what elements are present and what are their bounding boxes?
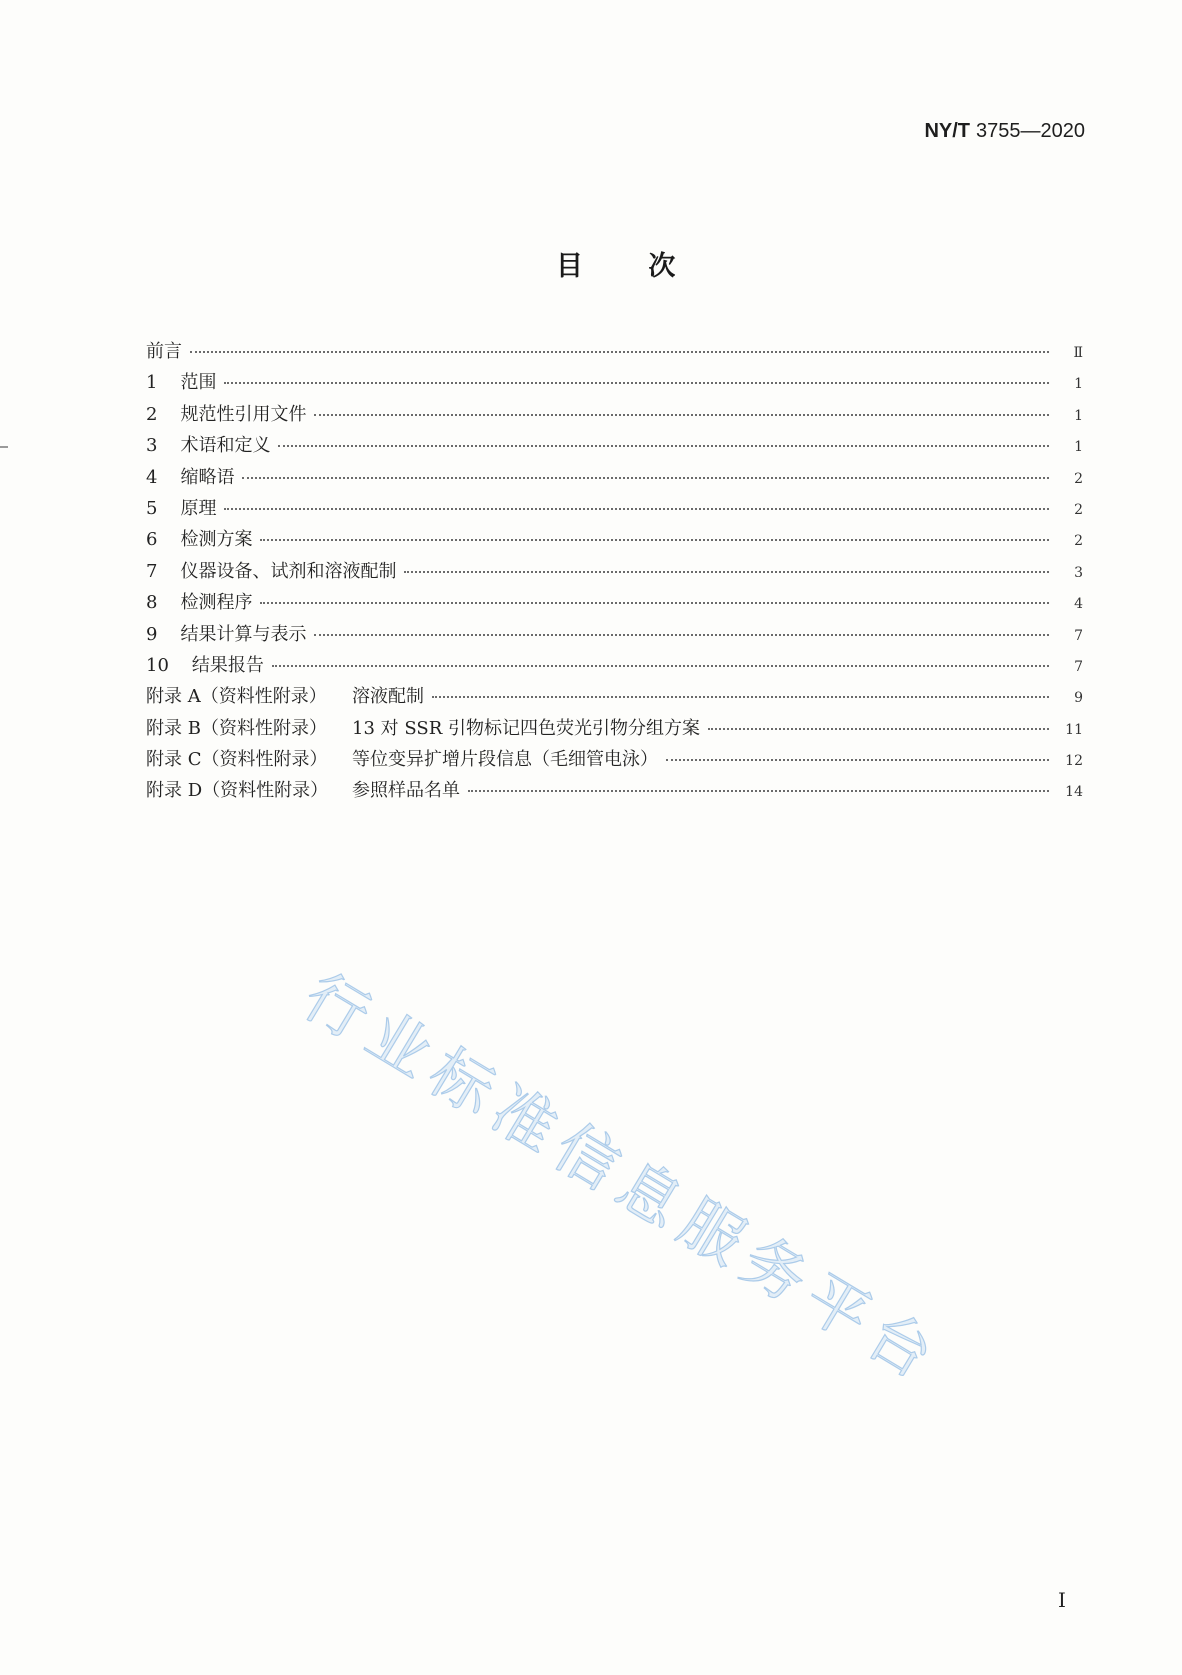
toc-entry-page: 12 <box>1065 753 1083 770</box>
toc-entry-appendix <box>146 775 1083 806</box>
toc-entry-title: 缩略语 <box>180 466 235 488</box>
dot-leader <box>314 634 1049 636</box>
toc-entry-number: 2 <box>146 403 158 425</box>
toc-entry <box>146 650 1083 681</box>
page-title: 目 次 <box>556 251 676 282</box>
scan-mark <box>0 446 8 448</box>
toc-entry <box>146 367 1083 398</box>
dot-leader <box>278 445 1049 447</box>
toc-entry-number: 4 <box>146 466 158 488</box>
toc-entry-page: 3 <box>1074 564 1083 581</box>
toc-entry-number: 5 <box>146 497 158 519</box>
appendix-label: 附录 B（资料性附录） <box>146 717 327 739</box>
toc-entry-title: 检测程序 <box>180 592 253 614</box>
toc-entry-page: Ⅱ <box>1073 345 1083 361</box>
toc-entry-number: 8 <box>146 592 158 614</box>
toc-entry-page: 2 <box>1074 501 1083 518</box>
toc-entry <box>146 399 1083 430</box>
toc-entry <box>146 462 1083 493</box>
toc-entry-number: 10 <box>146 654 169 676</box>
toc-entry-page: 9 <box>1074 690 1083 707</box>
toc-entry-page: 2 <box>1074 533 1083 550</box>
toc-entry-title: 范围 <box>180 372 217 394</box>
toc-entry <box>146 524 1083 555</box>
dot-leader <box>432 696 1049 698</box>
toc-entry-page: 7 <box>1074 658 1083 675</box>
toc-entry-title: 等位变异扩增片段信息（毛细管电泳） <box>352 749 658 771</box>
toc-entry-title: 术语和定义 <box>180 435 271 457</box>
toc-entry-title: 参照样品名单 <box>352 780 460 802</box>
toc-entry-number: 3 <box>146 435 158 457</box>
toc-entry-page: 7 <box>1074 627 1083 644</box>
dot-leader <box>314 414 1049 416</box>
toc-entry-title: 仪器设备、试剂和溶液配制 <box>180 560 397 582</box>
toc-entry-title: 前言 <box>146 341 182 362</box>
page-number: Ⅰ <box>1058 1588 1066 1612</box>
toc-entry-number: 7 <box>146 560 158 582</box>
toc-entry-title: 结果计算与表示 <box>180 623 307 645</box>
dot-leader <box>708 728 1049 730</box>
dot-leader <box>224 382 1049 384</box>
dot-leader <box>260 539 1049 541</box>
toc-entry-title: 结果报告 <box>191 654 264 676</box>
toc-entry-appendix <box>146 681 1083 712</box>
appendix-label: 附录 A（资料性附录） <box>146 686 327 708</box>
toc-entry-number: 9 <box>146 623 158 645</box>
appendix-label: 附录 C（资料性附录） <box>146 749 328 771</box>
toc-entry-page: 14 <box>1065 784 1083 801</box>
toc-entry <box>146 556 1083 587</box>
toc-entry <box>146 619 1083 650</box>
toc-entry-title: 原理 <box>180 497 217 519</box>
standard-code-prefix: NY/T <box>924 120 971 142</box>
dot-leader <box>190 351 1049 353</box>
toc-entry-title: 溶液配制 <box>352 686 424 708</box>
dot-leader <box>666 759 1049 761</box>
toc-entry-page: 1 <box>1074 407 1083 424</box>
dot-leader <box>468 790 1049 792</box>
toc-entry <box>146 493 1083 524</box>
dot-leader <box>242 477 1049 479</box>
toc-entry-number: 1 <box>146 372 158 394</box>
toc-entry-title: 13 对 SSR 引物标记四色荧光引物分组方案 <box>352 717 700 739</box>
toc-entry <box>146 587 1083 618</box>
standard-code <box>924 120 1085 143</box>
toc-entry-appendix <box>146 713 1083 744</box>
appendix-label: 附录 D（资料性附录） <box>146 780 329 802</box>
toc-entry-page: 2 <box>1074 470 1083 487</box>
dot-leader <box>404 571 1049 573</box>
toc-entry-foreword <box>146 336 1083 367</box>
dot-leader <box>272 665 1049 667</box>
toc-entry <box>146 430 1083 461</box>
toc-entry-appendix <box>146 744 1083 775</box>
toc-entry-page: 11 <box>1065 721 1083 738</box>
toc-entry-title: 规范性引用文件 <box>180 403 307 425</box>
dot-leader <box>260 602 1049 604</box>
dot-leader <box>224 508 1049 510</box>
toc-entry-title: 检测方案 <box>180 529 253 551</box>
toc-entry-number: 6 <box>146 529 158 551</box>
toc-entry-page: 4 <box>1074 596 1083 613</box>
standard-code-number: 3755—2020 <box>976 120 1085 142</box>
watermark: 行业标准信息服务平台 <box>291 959 955 1398</box>
table-of-contents <box>146 336 1083 807</box>
toc-entry-page: 1 <box>1074 376 1083 393</box>
toc-entry-page: 1 <box>1074 439 1083 456</box>
